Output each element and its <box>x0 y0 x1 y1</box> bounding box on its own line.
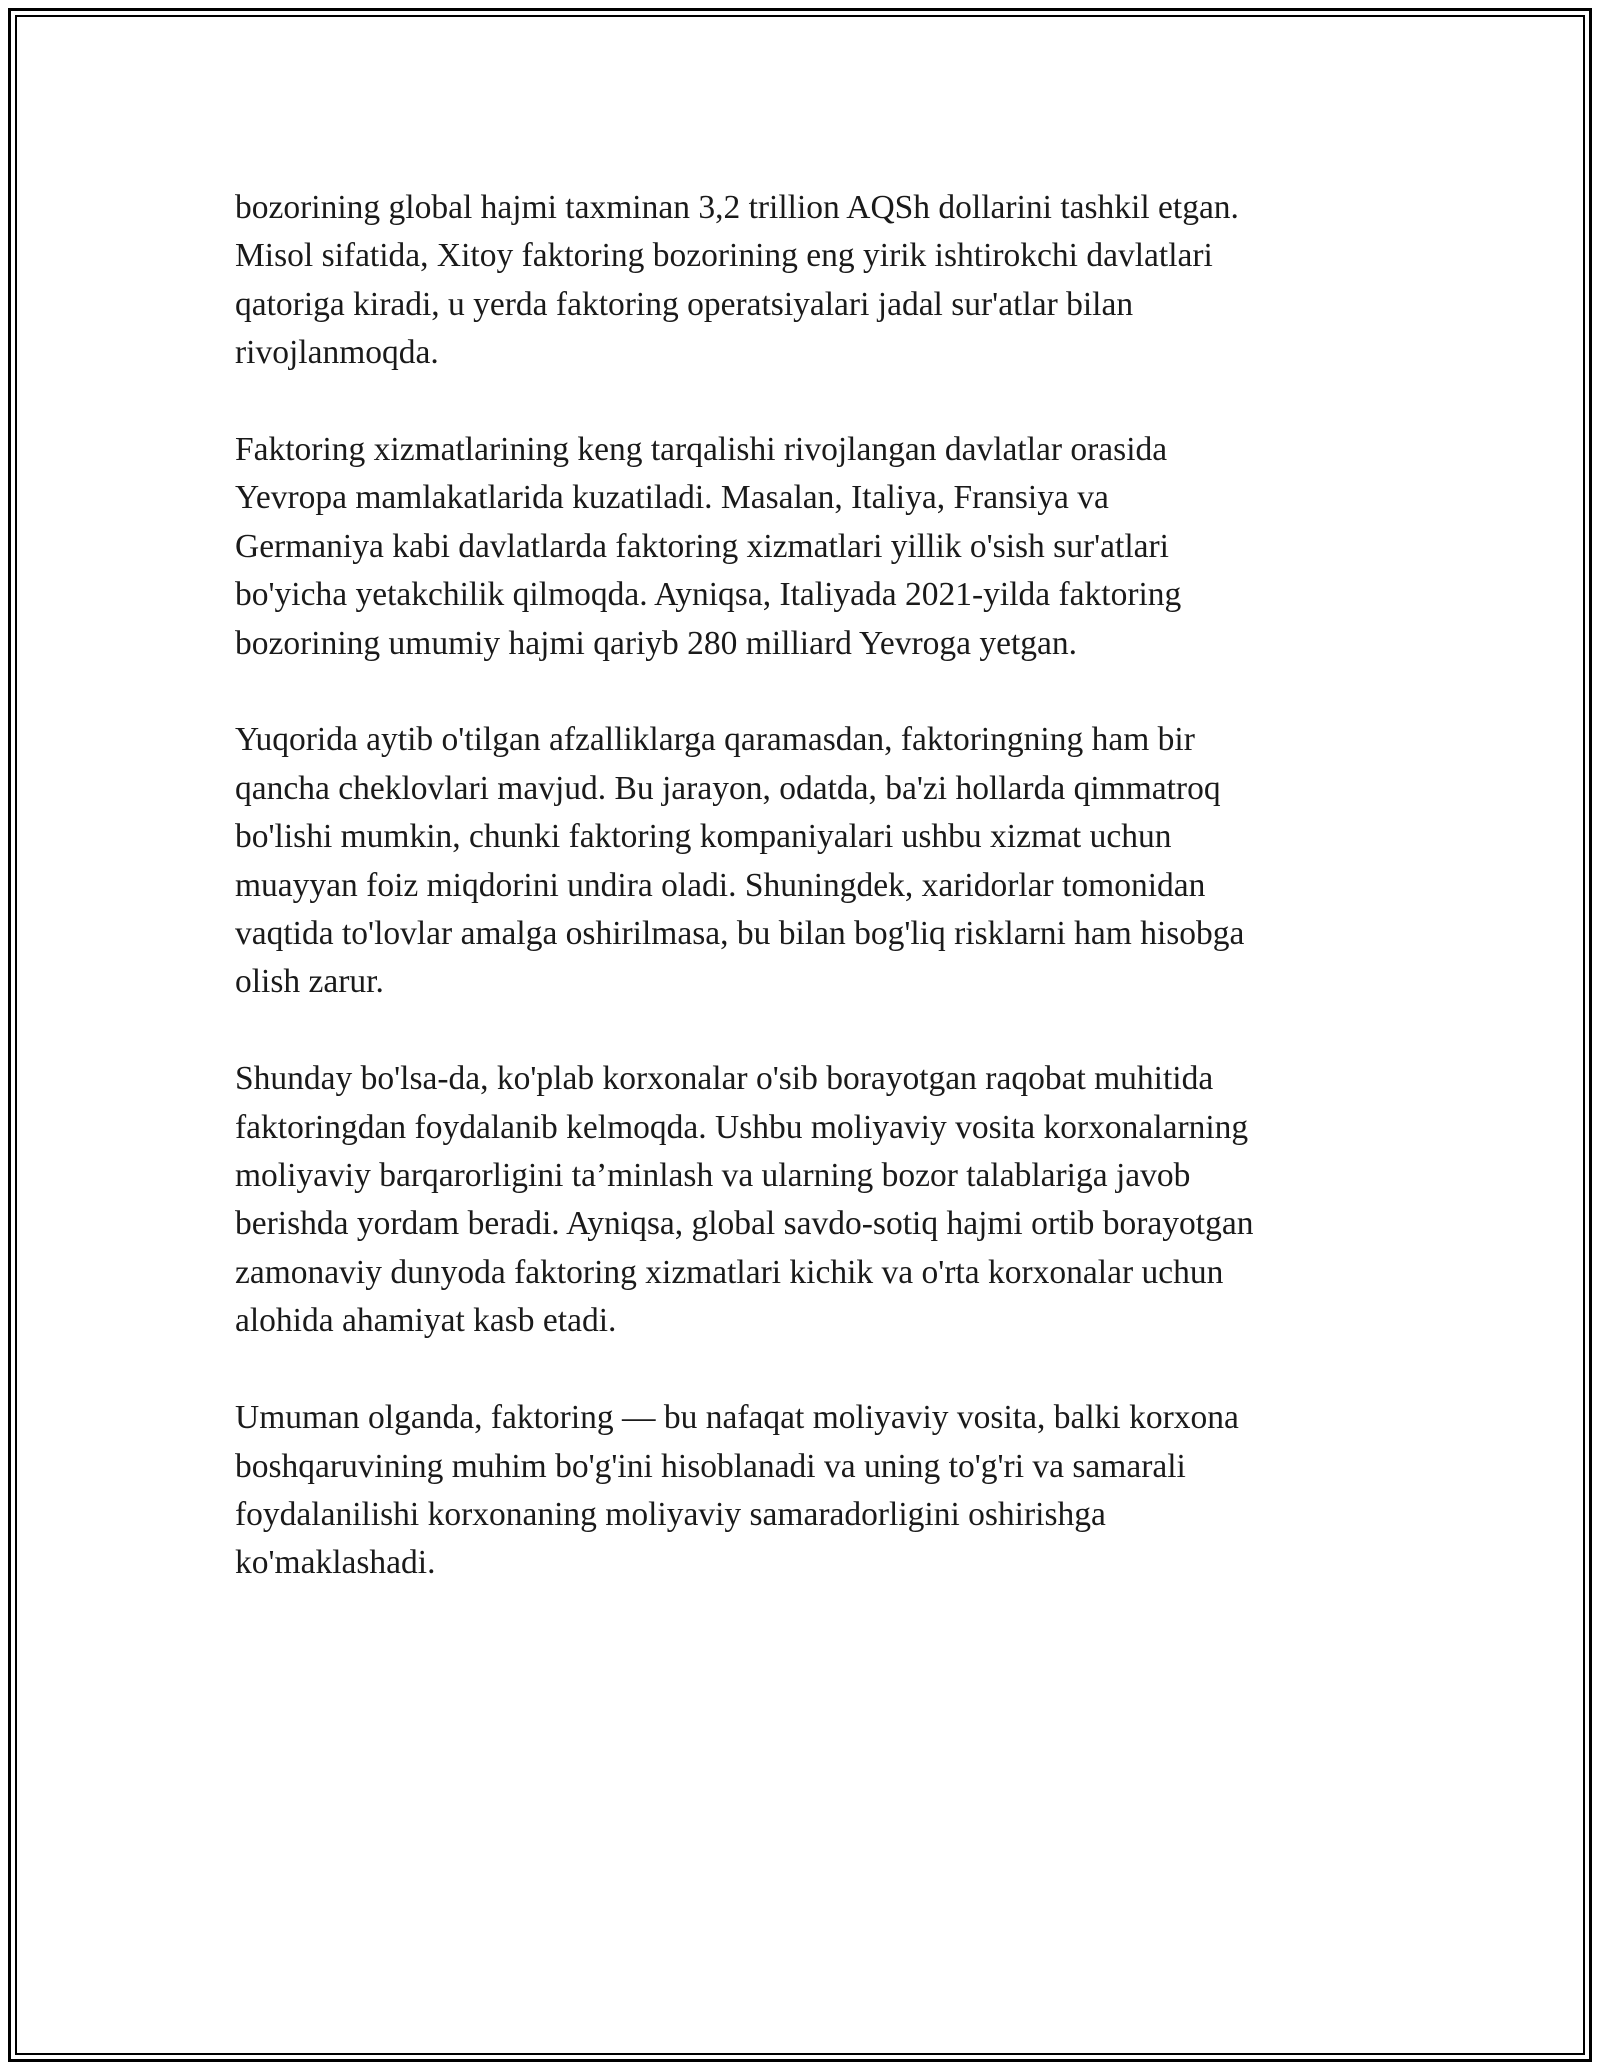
paragraph-2: Faktoring xizmatlarining keng tarqalishi rivojlangan davlatlar orasida Yevropa mamlakatlarida kuzatiladi. Masalan, Italiya, Fransiya va Germaniya kabi davlatlarda faktoring xizmatlari yillik o'sish sur'atlari bo'yicha yetakchilik qilmoqda. Ayniqsa, Italiyada 2021-yilda faktoring bozorining umumiy hajmi qariyb 280 milliard Yevroga yetgan. <box>235 431 1182 662</box>
paragraph-1: bozorining global hajmi taxminan 3,2 trillion AQSh dollarini tashkil etgan. Misol sifatida, Xitoy faktoring bozorining eng yirik ishtirokchi davlatlari qatoriga kiradi, u yerda faktoring operatsiyalari jadal sur'atlar bilan rivojlanmoqda. <box>235 189 1239 372</box>
paragraph-3: Yuqorida aytib o'tilgan afzalliklarga qaramasdan, faktoringning ham bir qancha cheklovlari mavjud. Bu jarayon, odatda, ba'zi hollarda qimmatroq bo'lishi mumkin, chunki faktoring kompaniyalari ushbu xizmat uchun muayyan foiz miqdorini undira oladi. Shuningdek, xaridorlar tomonidan vaqtida to'lovlar amalga oshirilmasa, bu bilan bog'liq risklarni ham hisobga olish zarur. <box>235 721 1245 1001</box>
paragraph-4: Shunday bo'lsa-da, ko'plab korxonalar o'sib borayotgan raqobat muhitida faktoringdan foydalanib kelmoqda. Ushbu moliyaviy vosita korxonalarning moliyaviy barqarorligini ta’minlash va ularning bozor talablariga javob berishda yordam beradi. Ayniqsa, global savdo-sotiq hajmi ortib borayotgan zamonaviy dunyoda faktoring xizmatlari kichik va o'rta korxonalar uchun alohida ahamiyat kasb etadi. <box>235 1060 1254 1340</box>
document-body <box>235 184 1365 1636</box>
paragraph-5: Umuman olganda, faktoring — bu nafaqat moliyaviy vosita, balki korxona boshqaruvining muhim bo'g'ini hisoblanadi va uning to'g'ri va samarali foydalanilishi korxonaning moliyaviy samaradorligini oshirishga ko'maklashadi. <box>235 1399 1239 1582</box>
